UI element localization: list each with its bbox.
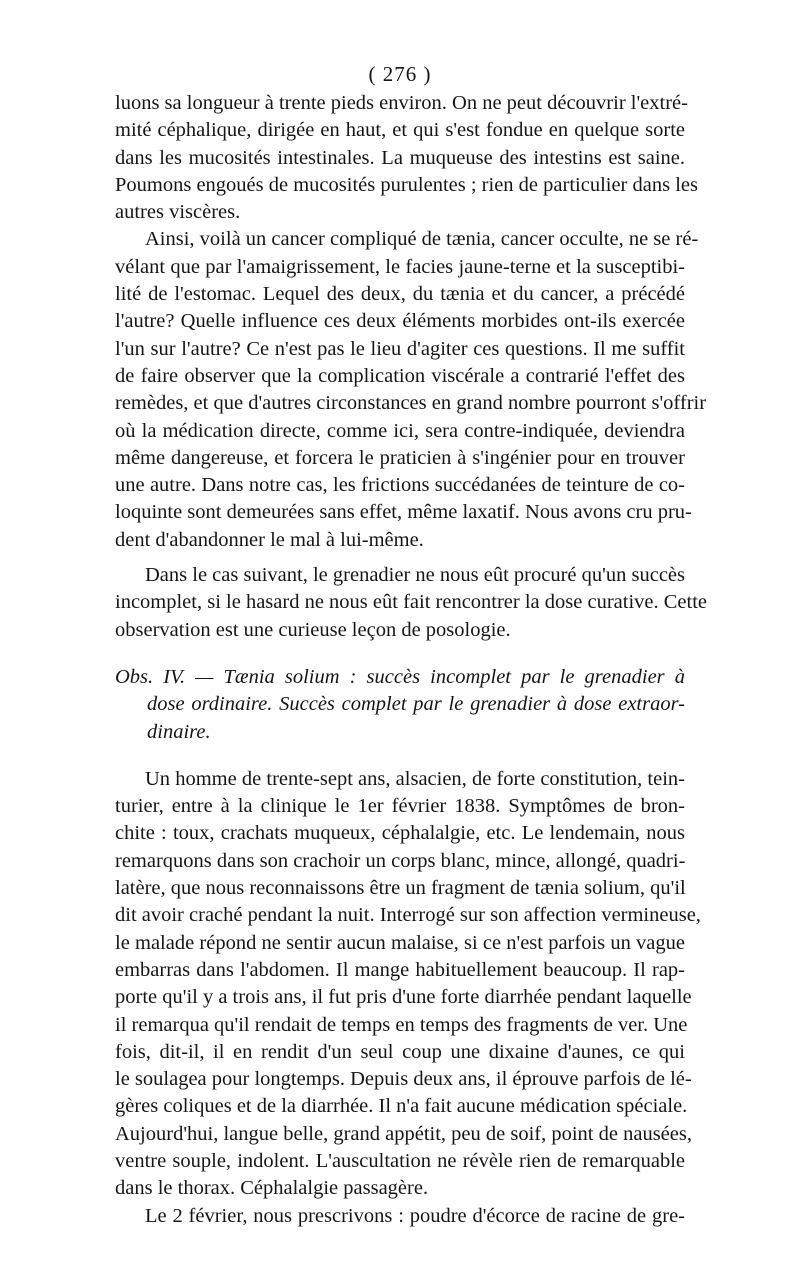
text-line: remèdes, et que d'autres circonstances en grand nombre pourront s'offrir (115, 392, 707, 415)
text-line: loquinte sont demeurées sans effet, même laxatif. Nous avons cru pru- (115, 501, 692, 524)
text-line: dit avoir craché pendant la nuit. Interrogé sur son affection vermineuse, (115, 904, 701, 927)
text-line: l'un sur l'autre? Ce n'est pas le lieu d'agiter ces questions. Il me suffit (115, 337, 685, 360)
page-number: ( 276 ) (368, 62, 432, 86)
section-spacer (115, 746, 685, 756)
text-line: il remarqua qu'il rendait de temps en temps des fragments de ver. Une (115, 1013, 688, 1036)
observation-heading (115, 664, 685, 746)
text-line: Un homme de trente-sept ans, alsacien, de forte constitution, tein- (145, 767, 685, 790)
heading-line: dinaire. (147, 720, 211, 743)
paragraph-continuation (115, 90, 698, 226)
text-line: une autre. Dans notre cas, les frictions succédanées de teinture de co- (115, 474, 685, 497)
text-line: le malade répond ne sentir aucun malaise, si ce n'est parfois un vague (115, 931, 685, 954)
heading-line: dose ordinaire. Succès complet par le grenadier à dose extraor- (147, 693, 685, 716)
text-line: dans le thorax. Céphalalgie passagère. (115, 1177, 429, 1200)
text-line: porte qu'il y a trois ans, il fut pris d'une forte diarrhée pendant laquelle (115, 986, 692, 1009)
heading-line: Obs. IV. — Tænia solium : succès incomplet par le grenadier à (115, 665, 685, 688)
paragraph-case-report (115, 766, 701, 1230)
text-line: le soulagea pour longtemps. Depuis deux ans, il éprouve parfois de lé- (115, 1068, 692, 1091)
text-line: chite : toux, crachats muqueux, céphalalgie, etc. Le lendemain, nous (115, 822, 685, 845)
text-line: Le 2 février, nous prescrivons : poudre d'écorce de racine de gre- (145, 1204, 685, 1227)
text-line: de faire observer que la complication viscérale a contrarié l'effet des (115, 364, 685, 387)
text-line: remarquons dans son crachoir un corps blanc, mince, allongé, quadri- (115, 849, 686, 872)
text-line: embarras dans l'abdomen. Il mange habituellement beaucoup. Il rap- (115, 958, 685, 981)
text-line: lité de l'estomac. Lequel des deux, du tænia et du cancer, a précédé (115, 283, 685, 306)
text-line: mité céphalique, dirigée en haut, et qui s'est fondue en quelque sorte (115, 119, 685, 142)
text-line: dans les mucosités intestinales. La muqueuse des intestins est saine. (115, 146, 685, 169)
text-line: fois, dit-il, il en rendit d'un seul coup une dixaine d'aunes, ce qui (115, 1040, 685, 1063)
text-line: latère, que nous reconnaissons être un fragment de tænia solium, qu'il (115, 877, 686, 900)
text-line: turier, entre à la clinique le 1er février 1838. Symptômes de bron- (115, 795, 685, 818)
text-line: vélant que par l'amaigrissement, le facies jaune-terne et la susceptibi- (115, 255, 685, 278)
paragraph-transition (115, 562, 708, 644)
section-spacer (115, 756, 685, 766)
text-line: ventre souple, indolent. L'auscultation ne révèle rien de remarquable (115, 1149, 685, 1172)
text-line: gères coliques et de la diarrhée. Il n'a fait aucune médication spéciale. (115, 1095, 688, 1118)
text-line: même dangereuse, et forcera le praticien à s'ingénier pour en trouver (115, 446, 685, 469)
text-line: luons sa longueur à trente pieds environ. On ne peut découvrir l'extré- (115, 92, 688, 114)
section-spacer (115, 654, 685, 664)
paragraph-spacer (115, 554, 685, 562)
text-line: incomplet, si le hasard ne nous eût fait rencontrer la dose curative. Cette (115, 591, 708, 614)
text-line: Aujourd'hui, langue belle, grand appétit, peu de soif, point de nausées, (115, 1122, 692, 1145)
text-line: dent d'abandonner le mal à lui-même. (115, 528, 424, 551)
body-text (115, 90, 708, 1230)
text-line: Poumons engoués de mucosités purulentes ; rien de particulier dans les (115, 173, 698, 196)
text-line: l'autre? Quelle influence ces deux éléments morbides ont-ils exercée (115, 310, 685, 333)
text-line: autres viscères. (115, 201, 241, 224)
section-spacer (115, 644, 685, 654)
text-line: Dans le cas suivant, le grenadier ne nous eût procuré qu'un succès (145, 564, 685, 587)
text-line: Ainsi, voilà un cancer compliqué de tænia, cancer occulte, ne se ré- (145, 228, 699, 251)
text-line: observation est une curieuse leçon de posologie. (115, 618, 511, 641)
text-line: où la médication directe, comme ici, sera contre-indiquée, deviendra (115, 419, 685, 442)
paragraph-discussion (115, 226, 707, 554)
